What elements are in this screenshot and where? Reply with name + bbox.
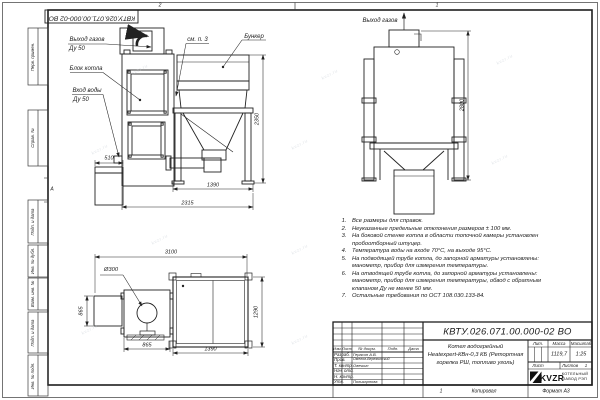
dim-side-height-2350: 2350	[254, 112, 261, 126]
label-water-inlet: Вход воды	[72, 87, 102, 94]
name-tkontr: Овечкин	[353, 362, 369, 368]
mass-label: Масса	[552, 340, 566, 346]
note-line: манометр, прибор для измерения температуры, обвод с обратным	[352, 278, 541, 284]
role-nkontr: Н. контр.	[334, 373, 354, 379]
mass-value: 1119,7	[550, 350, 568, 357]
role-prov: Пров.	[334, 357, 346, 363]
scale-value: 1:25	[575, 350, 587, 357]
sheets-value: 1	[584, 362, 588, 368]
role-razrab: Разраб.	[334, 351, 350, 357]
note-line: На боковой стенке котла в области топочной камеры установлен	[352, 233, 539, 239]
watermark: kvzr.ru	[90, 143, 109, 156]
title-name-line: Котел водогрейный	[447, 343, 504, 350]
note-number: 5.	[341, 255, 347, 262]
role-nachotd: Нач. отд.	[334, 368, 354, 374]
watermark: kvzr.ru	[290, 333, 309, 346]
dim-top-depth-1290: 1290	[252, 305, 259, 319]
note-number: 1.	[341, 218, 347, 225]
label-boiler-block: Блок котла	[69, 65, 103, 72]
view-top	[94, 273, 252, 348]
dim-side-bunker-1390: 1390	[206, 181, 220, 188]
name-prov: Омелов-Вережинский	[353, 357, 390, 362]
name-utv: Поликарпова	[353, 379, 378, 385]
col-doc: № докум.	[358, 346, 376, 351]
watermark: kvzr.ru	[495, 53, 514, 66]
watermark: kvzr.ru	[80, 323, 99, 336]
sheets-label: Листов	[562, 362, 578, 368]
watermark: kvzr.ru	[290, 243, 309, 256]
margin-cell-inv-podl: Инв. № подл.	[29, 362, 35, 389]
note-number: 4.	[341, 248, 347, 255]
label-gas-outlet-dn: Ду 50	[69, 46, 85, 52]
note-line: Температура воды на входе 70°С, на выходе 95°С.	[352, 248, 492, 254]
col-list: Лист	[341, 346, 353, 351]
title-name-line: горелка РШ, топливо уголь)	[436, 359, 515, 366]
col-data: Дата	[408, 346, 419, 351]
dim-side-ashbox-510: 510	[104, 155, 114, 162]
margin-cell-sprav-no: Справ. №	[29, 128, 35, 148]
watermark: kvzr.ru	[290, 138, 309, 151]
margin-cell-vzam-inv: Взам. инв. №	[29, 280, 35, 308]
sheet-label: Лист	[532, 362, 544, 368]
rotated-designation-stamp: КВТУ.026.071.00.000-02 ВО	[48, 13, 135, 21]
margin-cell-podp-data-1: Подп. и дата	[29, 208, 35, 235]
note-line: Остальные требования по ОСТ 108.030.133-84.	[352, 293, 485, 299]
bottom-sheet-number: 1	[439, 388, 443, 394]
format-label: Формат А3	[542, 388, 570, 394]
watermark: kvzr.ru	[150, 233, 169, 246]
note-number: 3.	[341, 233, 347, 240]
dim-rear-height-2800: 2800	[458, 98, 465, 112]
logo-subtitle-line2: ЗАВОД РЭП	[562, 376, 588, 381]
dim-top-overall-3100: 3100	[164, 249, 178, 256]
note-line: Все размеры для справок.	[352, 218, 424, 224]
dim-top-mid-865: 865	[142, 341, 152, 348]
zone-number-2: 2	[158, 2, 162, 9]
watermark: kvzr.ru	[130, 63, 149, 76]
title-designation: КВТУ.026.071.00.000-02 ВО	[443, 325, 572, 337]
margin-cell-perv-primen: Перв. примен.	[29, 42, 35, 71]
note-line: На отводящей трубе котла, до запорной арматуры установлены:	[352, 270, 538, 277]
scale-label: Масштаб	[570, 340, 592, 346]
label-water-inlet-dn: Ду 50	[73, 97, 89, 103]
role-tkontr: Т. контр.	[334, 362, 353, 368]
logo-subtitle-line1: КОТЕЛЬНЫЙ	[561, 371, 589, 376]
view-rear	[362, 13, 466, 214]
margin-cell-podp-data-2: Подп. и дата	[29, 319, 35, 346]
zone-number-1: 1	[435, 2, 439, 9]
note-line: клапаном Ду не менее 50 мм.	[352, 285, 433, 292]
label-gas-outlet: Выход газов	[69, 37, 105, 43]
logo-text: KVZR	[539, 372, 565, 383]
dim-side-overall-2315: 2315	[181, 199, 194, 206]
note-line: пробоотборный штуцер.	[352, 240, 422, 247]
label-rear-gas-outlet: Выход газов	[362, 18, 398, 24]
margin-cell-inv-dubl: Инв. № дубл.	[29, 247, 35, 275]
role-utv: Утв.	[334, 379, 344, 385]
note-number: 2.	[341, 225, 347, 232]
watermark: kvzr.ru	[490, 153, 509, 166]
lit-label: Лит.	[532, 340, 544, 346]
note-number: 7.	[341, 293, 347, 300]
dim-top-diameter-300: Ø300	[103, 267, 119, 274]
note-line: На подводящей трубе котла, до запорной арматуры установлены:	[352, 255, 539, 262]
name-razrab: Герасин А.В.	[353, 351, 377, 357]
note-number: 6.	[341, 270, 347, 277]
label-see-note-3: см. п. 3	[187, 36, 208, 43]
dim-top-left-865: 865	[77, 306, 84, 316]
copied-label: Копировал	[471, 388, 497, 394]
col-podp: Подп.	[387, 346, 399, 351]
watermark: kvzr.ru	[320, 68, 339, 81]
note-line: манометр, прибор для измерения температуры.	[352, 263, 489, 269]
view-side	[95, 28, 254, 205]
note-line: Неуказанные предельные отклонения размеров ± 100 мм.	[352, 225, 512, 232]
zone-letter-a: А	[50, 186, 54, 193]
label-bunker: Бункер	[244, 33, 264, 40]
dim-top-right-1390: 1390	[204, 345, 217, 352]
title-name-line: Heatexpert-КВн-0,3 КБ (Ретортная	[427, 351, 524, 358]
col-izm: Изм.	[333, 346, 342, 351]
